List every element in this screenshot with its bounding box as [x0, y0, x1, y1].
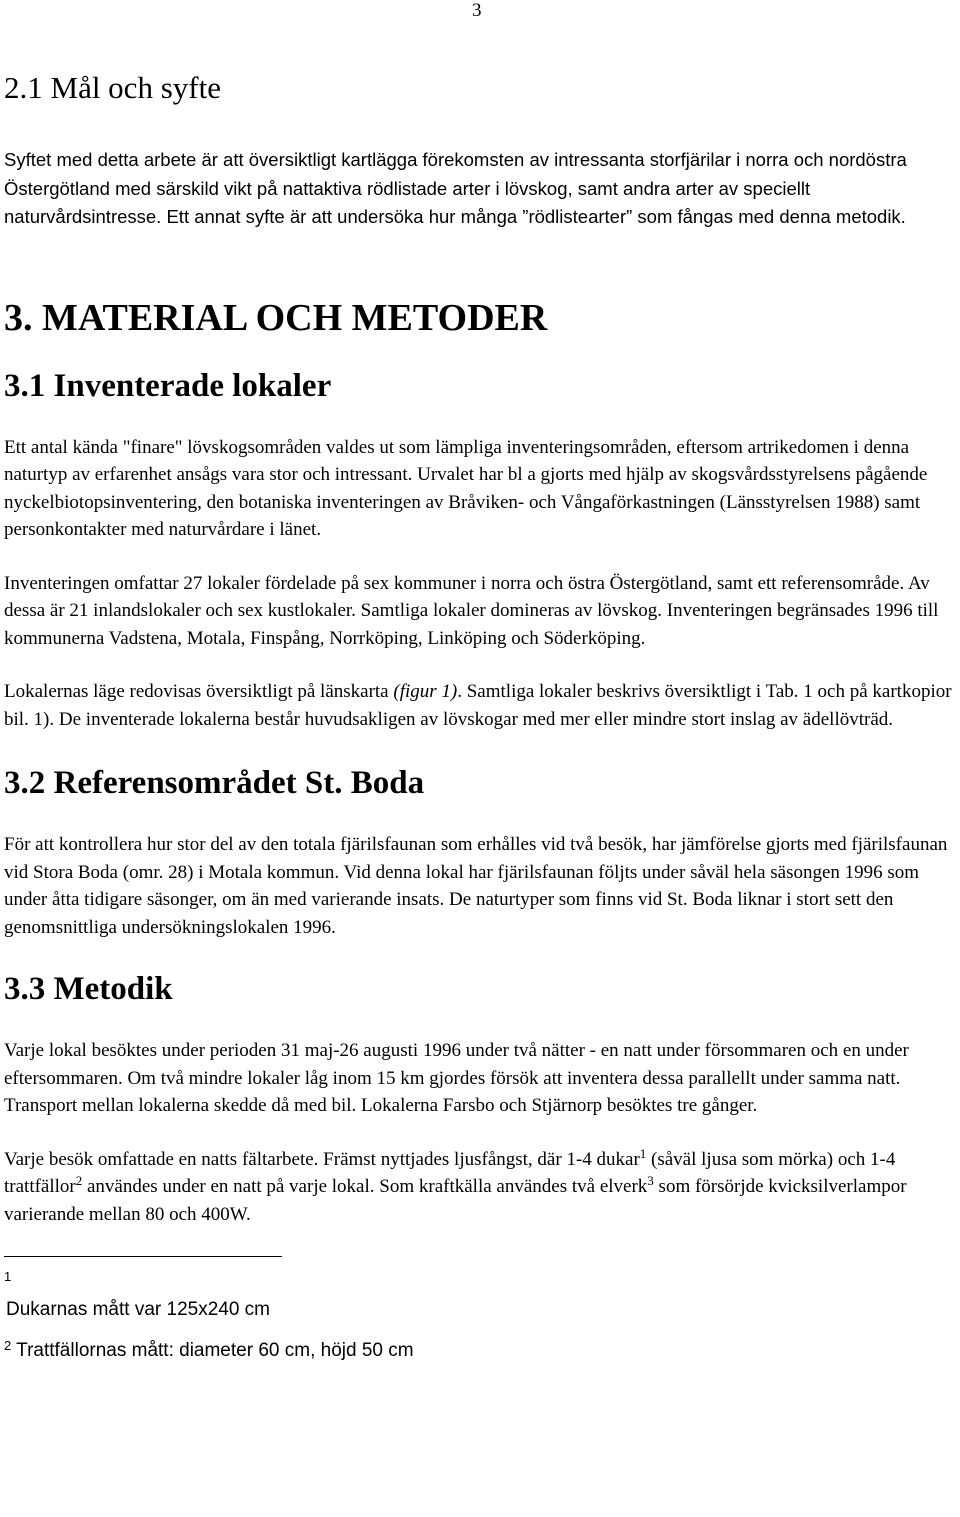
footnote-ref-1: 1: [639, 1145, 647, 1161]
footnote-2-text: Trattfällornas mått: diameter 60 cm, höjd 50 cm: [16, 1340, 414, 1361]
p2-part-a: Varje besök omfattade en natts fältarbete. Främst nyttjades ljusfångst, där 1-4 dukar: [4, 1148, 640, 1170]
section-2-1-heading: 2.1 Mål och syfte: [4, 70, 221, 105]
section-3-1-paragraph-3: [4, 678, 956, 733]
footnote-1-number: 1: [4, 1269, 12, 1284]
section-3-1-heading: 3.1 Inventerade lokaler: [4, 367, 332, 404]
section-3-3-paragraph-2: [4, 1146, 956, 1229]
footnote-divider: [4, 1256, 282, 1257]
section-3-1-paragraph-2: Inventeringen omfattar 27 lokaler fördelade på sex kommuner i norra och östra Östergötland, samt ett referensområde. Av dessa är 21 inlandslokaler och sex kustlokaler. Samtliga lokaler domineras av lövskog. Inventeringen begränsades 1996 till kommunerna Vadstena, Motala, Finspång, Norrköping, Linköping och Söderköping.: [4, 572, 939, 649]
footnote-2-line: [4, 1334, 956, 1363]
section-3-2-heading: 3.2 Referensområdet St. Boda: [4, 765, 425, 801]
p2-part-d: som försörjde kvicksilverlampor varierande mellan 80 och 400W.: [4, 1176, 907, 1225]
document-body: [4, 60, 956, 1363]
p2-part-b: (såväl ljusa som mörka) och 1-4 trattfällor: [4, 1148, 896, 1197]
section-3-3-paragraph-1: Varje lokal besöktes under perioden 31 maj-26 augusti 1996 under två nätter - en natt under försommaren och en under eftersommaren. Om två mindre lokaler låg inom 15 km gjordes försök att inventera dessa parallellt under samma natt. Transport mellan lokalerna skedde då med bil. Lokalerna Farsbo och Stjärnorp besöktes tre gånger.: [4, 1040, 909, 1116]
footnote-ref-3: 3: [647, 1173, 654, 1188]
footnote-2-number: 2: [4, 1338, 12, 1353]
section-3-1-paragraph-1: Ett antal kända "finare" lövskogsområden valdes ut som lämpliga inventeringsområden, eftersom artrikedomen i denna naturtyp av erfarenhet ansågs vara stor och intressant. Urvalet har bl a gjorts med hjälp av skogsvårdsstyrelsens pågående nyckelbiotopsinventering, den botaniska inventeringen av Bråviken- och Vångaförkastningen (Länsstyrelsen 1988) samt personkontakter med naturvårdare i länet.: [4, 436, 928, 540]
figure-reference: (figur 1): [393, 681, 458, 702]
footnote-1: [4, 1269, 956, 1322]
p3-text-after: . Samtliga lokaler beskrivs översiktligt i Tab. 1 och på kartkopior bil. 1). De inventerade lokalerna består huvudsakligen av lövskogar med mer eller mindre stort inslag av ädellövträd.: [4, 681, 952, 730]
p2-part-c: användes under en natt på varje lokal. Som kraftkälla användes två elverk: [82, 1176, 648, 1197]
section-2-1-text: Syftet med detta arbete är att översiktligt kartlägga förekomsten av intressanta storfjärilar i norra och nordöstra Östergötland med särskild vikt på nattaktiva rödlistade arter i lövskog, samt andra arter av speciellt naturvårdsintresse. Ett annat syfte är att undersöka hur många ”rödlistearter” som fångas med denna metodik.: [4, 149, 907, 227]
page-number: 3: [472, 0, 482, 21]
footnote-2: [4, 1334, 956, 1363]
section-2-1-paragraph: [4, 146, 956, 232]
p3-text-before: Lokalernas läge redovisas översiktligt på länskarta: [4, 681, 394, 702]
footnote-ref-2: 2: [75, 1173, 83, 1188]
section-3-3-heading: 3.3 Metodik: [4, 971, 173, 1007]
section-3-heading: 3. MATERIAL OCH METODER: [4, 296, 548, 339]
footnote-1-text: Dukarnas mått var 125x240 cm: [6, 1299, 271, 1320]
section-3-2-paragraph: För att kontrollera hur stor del av den totala fjärilsfaunan som erhålles vid två besök, har jämförelse gjorts med fjärilsfaunan vid Stora Boda (omr. 28) i Motala kommun. Vid denna lokal har fjärilsfaunan följts under såväl hela säsongen 1996 som under åtta tidigare säsonger, om än med varierande insats. De naturtyper som finns vid St. Boda liknar i stort sett den genomsnittliga undersökningslokalen 1996.: [4, 834, 948, 938]
